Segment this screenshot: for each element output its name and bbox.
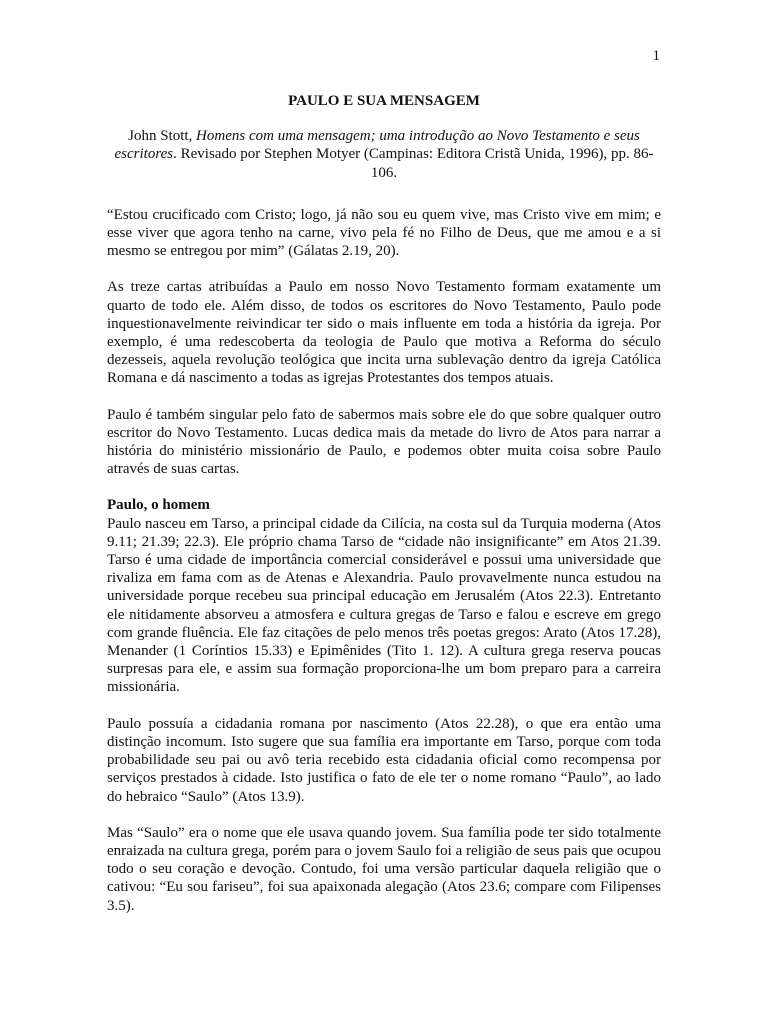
section-paragraph-1: Paulo nasceu em Tarso, a principal cidade da Cilícia, na costa sul da Turquia moderna (Atos 9.11; 21.39; 22.3). Ele próprio chama Tarso de “cidade não insignificante” em Atos 21.39. Tarso é uma cidade de importância comercial considerável e possui uma universidade que rivaliza em fama com as de Atenas e Alexandria. Paulo provavelmente nunca estudou na universidade porque recebeu sua principal educação em Jerusalém (Atos 22.3). Entretanto ele nitidamente absorveu a atmosfera e cultura gregas de Tarso e falou e escreve em grego com grande fluência. Ele faz citações de pelo menos três poetas gregos: Arato (Atos 17.28), Menander (1 Coríntios 15.33) e Epimênides (Tito 1. 12). A cultura grega reserva poucas surpresas para ele, e assim sua formação proporciona-lhe um bom preparo para a carreira missionária. bbox=[107, 515, 661, 696]
source-citation bbox=[107, 127, 661, 182]
citation-author: John Stott, bbox=[128, 128, 197, 145]
citation-book-title: Homens com uma mensagem; uma introdução ao Novo Testamento e seus escritores bbox=[114, 128, 640, 163]
section-heading: Paulo, o homem bbox=[107, 497, 210, 514]
paragraph-intro-2: Paulo é também singular pelo fato de sabermos mais sobre ele do que sobre qualquer outro escritor do Novo Testamento. Lucas dedica mais da metade do livro de Atos para narrar a história do ministério missionário de Paulo, e podemos obter muita coisa sobre Paulo através de suas cartas. bbox=[107, 406, 661, 478]
document-title: PAULO E SUA MENSAGEM bbox=[288, 93, 480, 109]
epigraph: “Estou crucificado com Cristo; logo, já não sou eu quem vive, mas Cristo vive em mim; e esse viver que agora tenho na carne, vivo pela fé no Filho de Deus, que me amou e a si mesmo se entregou por mim” (Gálatas 2.19, 20). bbox=[107, 206, 661, 260]
citation-details: . Revisado por Stephen Motyer (Campinas: Editora Cristã Unida, 1996), pp. 86-106. bbox=[173, 146, 654, 181]
section-paragraph-3: Mas “Saulo” era o nome que ele usava quando jovem. Sua família pode ter sido totalmente enraizada na cultura grega, porém para o jovem Saulo foi a religião de seus pais que ocupou todo o seu coração e devoção. Contudo, foi uma versão particular daquela religião que o cativou: “Eu sou fariseu”, foi sua apaixonada alegação (Atos 23.6; compare com Filipenses 3.5). bbox=[107, 824, 661, 914]
section-paragraph-2: Paulo possuía a cidadania romana por nascimento (Atos 22.28), o que era então uma distinção incomum. Isto sugere que sua família era importante em Tarso, porque com toda probabilidade seu pai ou avô teria recebido esta cidadania oficial como recompensa por serviços prestados à cidade. Isto justifica o fato de ele ter o nome romano “Paulo”, ao lado do hebraico “Saulo” (Atos 13.9). bbox=[107, 715, 661, 805]
page-number: 1 bbox=[652, 48, 660, 64]
document-body bbox=[107, 92, 661, 933]
paragraph-intro-1: As treze cartas atribuídas a Paulo em nosso Novo Testamento formam exatamente um quarto de todo ele. Além disso, de todos os escritores do Novo Testamento, Paulo pode inquestionavelmente reivindicar ter sido o mais influente em toda a história da igreja. Por exemplo, é uma redescoberta da teologia de Paulo que motiva a Reforma do século dezesseis, aquela revolução teológica que incita urna sublevação dentro da igreja Católica Romana e dá nascimento a todas as igrejas Protestantes dos tempos atuais. bbox=[107, 279, 661, 387]
